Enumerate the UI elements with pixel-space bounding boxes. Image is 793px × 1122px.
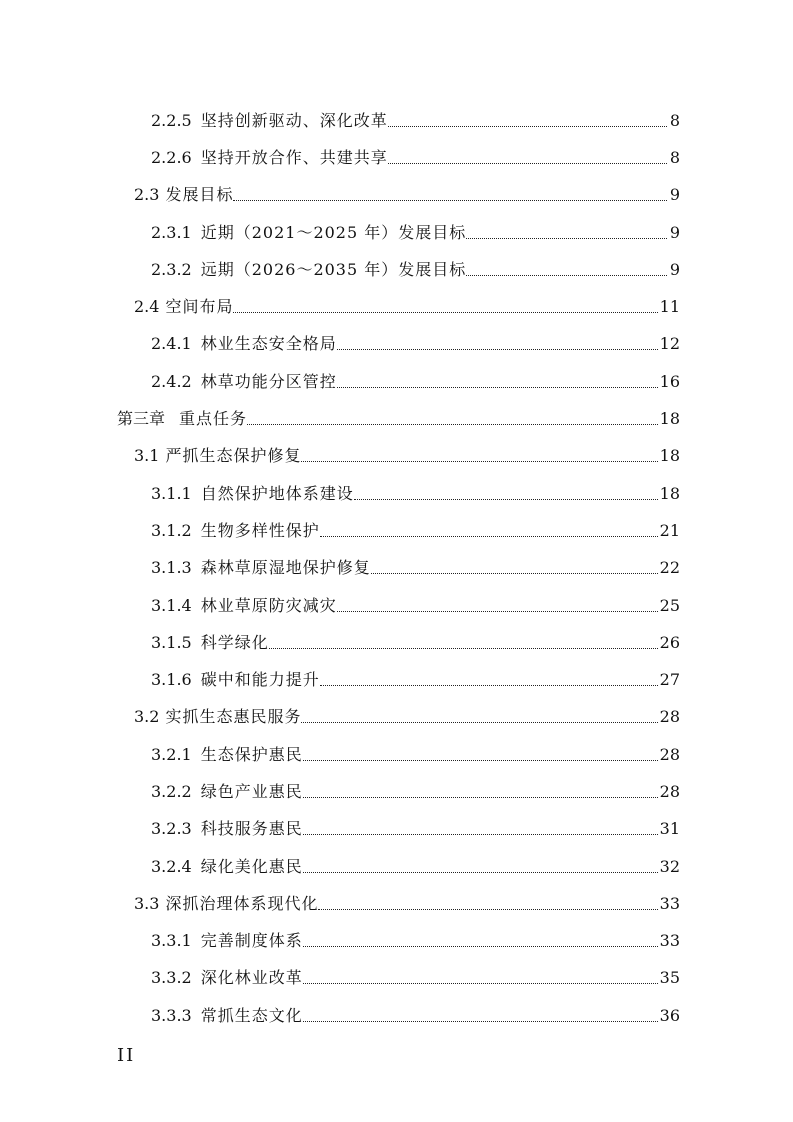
toc-entry-number: 3.3.2: [151, 968, 192, 988]
toc-dot-leader: [337, 348, 658, 350]
toc-dot-leader: [233, 199, 667, 201]
toc-entry-title: 空间布局: [165, 297, 234, 317]
toc-entry-number: 3.2.1: [151, 744, 192, 764]
toc-entry-title: 林业生态安全格局: [200, 334, 337, 354]
toc-entry-number: 3.2.4: [151, 856, 192, 876]
toc-entry[interactable]: [0, 661, 793, 698]
toc-entry-title: 碳中和能力提升: [200, 670, 320, 690]
toc-entry[interactable]: [0, 177, 793, 214]
table-of-contents: [0, 102, 793, 1034]
toc-entry[interactable]: [0, 773, 793, 810]
toc-entry-number: 3.3: [134, 893, 160, 913]
toc-entry-number: 2.3.1: [151, 222, 192, 242]
toc-dot-leader: [303, 871, 658, 873]
toc-entry[interactable]: [0, 624, 793, 661]
toc-entry-title: 坚持创新驱动、深化改革: [200, 110, 388, 130]
toc-entry-page: 31: [659, 819, 680, 839]
toc-entry-title: 常抓生态文化: [200, 1005, 303, 1025]
toc-entry-number: 3.3.1: [151, 931, 192, 951]
toc-entry-page: 22: [659, 558, 680, 578]
toc-entry[interactable]: [0, 848, 793, 885]
toc-entry-number: 3.1: [134, 446, 160, 466]
toc-entry-title: 生态保护惠民: [200, 744, 303, 764]
toc-entry-number: 2.4.2: [151, 371, 192, 391]
toc-entry[interactable]: [0, 251, 793, 288]
toc-entry-title: 林业草原防灾减灾: [200, 595, 337, 615]
toc-entry-number: 2.3.2: [151, 259, 192, 279]
toc-entry[interactable]: [0, 102, 793, 139]
toc-entry-page: 18: [659, 483, 680, 503]
toc-entry-title: 近期（2021～2025 年）发展目标: [200, 222, 467, 242]
toc-entry[interactable]: [0, 400, 793, 437]
toc-entry-number: 3.1.5: [151, 632, 192, 652]
toc-dot-leader: [301, 460, 658, 462]
toc-entry-title: 远期（2026～2035 年）发展目标: [200, 259, 467, 279]
toc-entry-title: 科技服务惠民: [200, 819, 303, 839]
toc-entry-title: 科学绿化: [200, 632, 269, 652]
toc-entry-page: 12: [659, 334, 680, 354]
toc-entry[interactable]: [0, 512, 793, 549]
toc-entry-number: 2.3: [134, 185, 160, 205]
toc-dot-leader: [303, 833, 658, 835]
toc-entry-number: 3.1.6: [151, 670, 192, 690]
toc-dot-leader: [303, 945, 658, 947]
toc-dot-leader: [388, 162, 667, 164]
toc-dot-leader: [269, 647, 658, 649]
toc-entry-title: 坚持开放合作、共建共享: [200, 147, 388, 167]
toc-entry[interactable]: [0, 288, 793, 325]
toc-entry-page: 11: [659, 297, 680, 317]
toc-entry-number: 2.4: [134, 297, 160, 317]
toc-entry-page: 25: [659, 595, 680, 615]
toc-entry-title: 深抓治理体系现代化: [165, 893, 319, 913]
toc-entry-page: 18: [659, 409, 680, 429]
toc-entry-title: 完善制度体系: [200, 931, 303, 951]
toc-entry-number: 3.2.3: [151, 819, 192, 839]
toc-entry-page: 33: [659, 893, 680, 913]
toc-dot-leader: [337, 386, 658, 388]
toc-dot-leader: [320, 535, 658, 537]
toc-entry[interactable]: [0, 960, 793, 997]
toc-entry-title: 林草功能分区管控: [200, 371, 337, 391]
toc-dot-leader: [466, 237, 667, 239]
toc-entry-number: 2.2.6: [151, 147, 192, 167]
toc-entry-title: 森林草原湿地保护修复: [200, 558, 371, 578]
toc-entry-page: 36: [659, 1005, 680, 1025]
toc-entry-title: 发展目标: [165, 185, 234, 205]
toc-entry-page: 28: [659, 781, 680, 801]
toc-entry-page: 9: [669, 222, 680, 242]
toc-entry[interactable]: [0, 811, 793, 848]
toc-dot-leader: [303, 759, 658, 761]
toc-entry[interactable]: [0, 326, 793, 363]
toc-dot-leader: [303, 982, 658, 984]
toc-entry-number: 3.1.4: [151, 595, 192, 615]
toc-entry[interactable]: [0, 997, 793, 1034]
toc-dot-leader: [388, 125, 667, 127]
page-number: II: [117, 1045, 136, 1066]
toc-entry-page: 16: [659, 371, 680, 391]
toc-dot-leader: [247, 423, 658, 425]
toc-dot-leader: [371, 572, 658, 574]
toc-entry-page: 18: [659, 446, 680, 466]
toc-entry[interactable]: [0, 923, 793, 960]
toc-entry-page: 21: [659, 520, 680, 540]
toc-entry-page: 9: [669, 185, 680, 205]
toc-entry[interactable]: [0, 587, 793, 624]
toc-dot-leader: [337, 610, 658, 612]
toc-entry-page: 33: [659, 931, 680, 951]
toc-dot-leader: [301, 721, 658, 723]
toc-entry[interactable]: [0, 214, 793, 251]
toc-entry-page: 9: [669, 259, 680, 279]
toc-entry-number: 2.4.1: [151, 334, 192, 354]
toc-entry-number: 3.2: [134, 707, 160, 727]
toc-dot-leader: [320, 684, 658, 686]
toc-entry-title: 重点任务: [179, 409, 248, 429]
toc-entry-page: 8: [669, 147, 680, 167]
toc-entry-number: 3.1.3: [151, 558, 192, 578]
toc-entry-page: 35: [659, 968, 680, 988]
toc-dot-leader: [466, 274, 667, 276]
toc-entry-number: 3.1.1: [151, 483, 192, 503]
toc-entry-number: 3.1.2: [151, 520, 192, 540]
toc-entry-title: 严抓生态保护修复: [165, 446, 302, 466]
toc-entry-title: 生物多样性保护: [200, 520, 320, 540]
toc-entry[interactable]: [0, 736, 793, 773]
toc-dot-leader: [318, 908, 658, 910]
toc-dot-leader: [233, 311, 658, 313]
toc-entry[interactable]: [0, 475, 793, 512]
toc-entry[interactable]: [0, 139, 793, 176]
toc-dot-leader: [303, 1020, 658, 1022]
toc-entry-title: 自然保护地体系建设: [200, 483, 354, 503]
toc-entry-number: 2.2.5: [151, 110, 192, 130]
toc-entry-page: 26: [659, 632, 680, 652]
toc-entry-number: 3.3.3: [151, 1005, 192, 1025]
toc-entry-title: 实抓生态惠民服务: [165, 707, 302, 727]
toc-entry[interactable]: [0, 438, 793, 475]
toc-entry-page: 8: [669, 110, 680, 130]
toc-entry-number: 第三章: [117, 409, 166, 429]
toc-entry-page: 27: [659, 670, 680, 690]
toc-entry[interactable]: [0, 363, 793, 400]
toc-entry[interactable]: [0, 699, 793, 736]
toc-entry-number: 3.2.2: [151, 781, 192, 801]
toc-entry-title: 绿色产业惠民: [200, 781, 303, 801]
toc-entry-page: 32: [659, 856, 680, 876]
toc-entry-page: 28: [659, 707, 680, 727]
toc-dot-leader: [303, 796, 658, 798]
toc-entry-page: 28: [659, 744, 680, 764]
toc-dot-leader: [354, 498, 658, 500]
toc-entry-title: 深化林业改革: [200, 968, 303, 988]
toc-entry-title: 绿化美化惠民: [200, 856, 303, 876]
toc-entry[interactable]: [0, 885, 793, 922]
toc-entry[interactable]: [0, 550, 793, 587]
